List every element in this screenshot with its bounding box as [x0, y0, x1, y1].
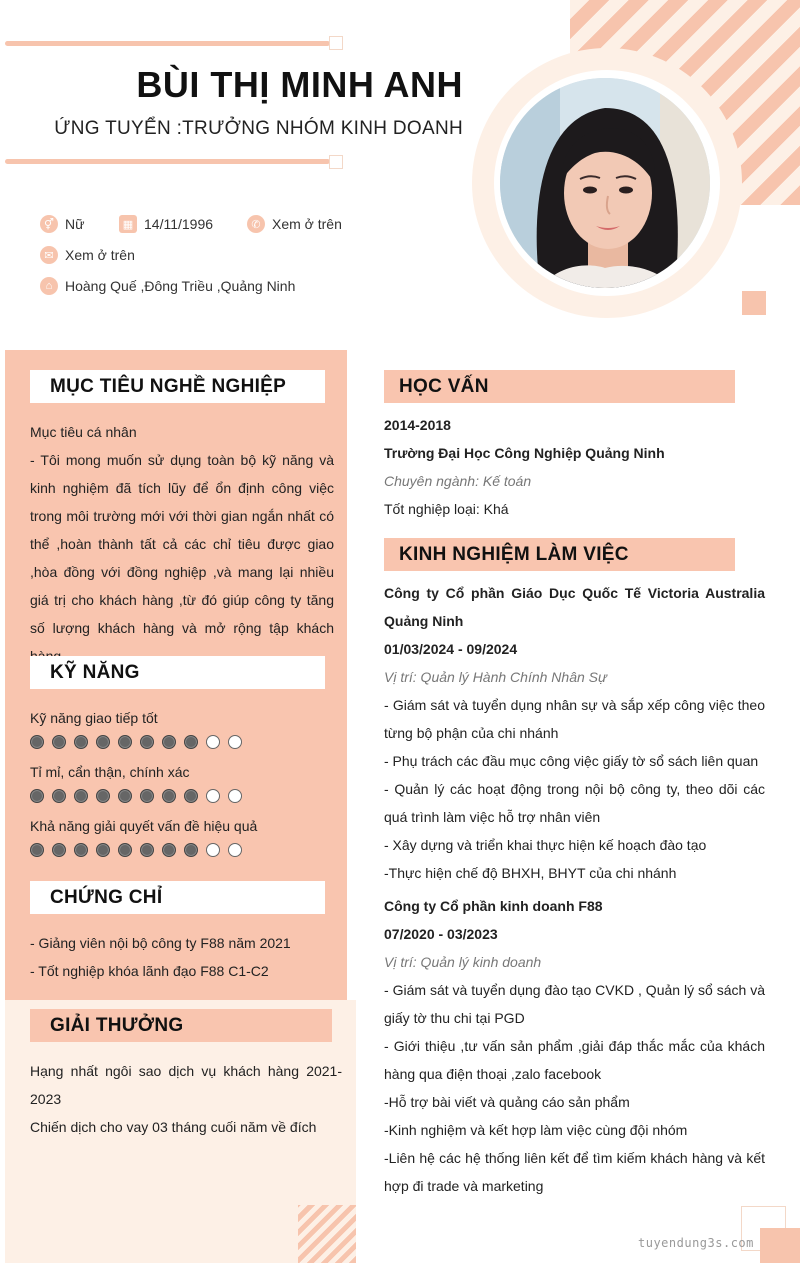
- gender-row: [40, 215, 84, 233]
- job-duty: - Quản lý các hoạt động trong nội bộ công ty, theo dõi các quá trình làm việc hỗ trợ nhân viên: [384, 781, 765, 825]
- applied-position: ỨNG TUYỂN :TRƯỞNG NHÓM KINH DOANH: [54, 118, 463, 139]
- skills-heading: KỸ NĂNG: [30, 656, 325, 689]
- education-major: Chuyên ngành: Kế toán: [384, 473, 532, 489]
- rating-dot: [206, 735, 220, 749]
- rating-dot: [140, 789, 154, 803]
- rating-dot: [162, 843, 176, 857]
- skill-label: Kỹ năng giao tiếp tốt: [30, 710, 158, 726]
- watermark: tuyendung3s.com: [638, 1236, 754, 1250]
- job-duty: -Hỗ trợ bài viết và quảng cáo sản phẩm: [384, 1094, 630, 1110]
- certificates-heading: CHỨNG CHỈ: [30, 881, 325, 914]
- skill-rating: [30, 789, 242, 803]
- rating-dot: [228, 735, 242, 749]
- job-company: Công ty Cổ phần kinh doanh F88: [384, 898, 603, 914]
- phone-icon: ✆: [247, 215, 265, 233]
- dob-value: 14/11/1996: [144, 216, 214, 232]
- award-item: Chiến dịch cho vay 03 tháng cuối năm về đích: [30, 1119, 317, 1135]
- job-duty: - Giới thiệu ,tư vấn sản phẩm ,giải đáp thắc mắc của khách hàng qua điện thoại ,zalo facebook: [384, 1038, 765, 1082]
- job-duty: -Liên hệ các hệ thống liên kết để tìm kiếm khách hàng và kết hợp đi trade và marketing: [384, 1150, 765, 1194]
- education-years: 2014-2018: [384, 417, 451, 433]
- rating-dot: [118, 789, 132, 803]
- awards-heading: GIẢI THƯỞNG: [30, 1009, 332, 1042]
- rating-dot: [206, 843, 220, 857]
- job-duty: - Phụ trách các đầu mục công việc giấy tờ sổ sách liên quan: [384, 753, 759, 769]
- calendar-icon: ▦: [119, 215, 137, 233]
- decor-stripes-bottom: [298, 1205, 356, 1263]
- gender-icon: ⚥: [40, 215, 58, 233]
- rating-dot: [30, 843, 44, 857]
- decor-line-bottom: [5, 159, 330, 164]
- rating-dot: [140, 735, 154, 749]
- email-row: [40, 246, 135, 264]
- rating-dot: [162, 735, 176, 749]
- rating-dot: [96, 789, 110, 803]
- job-role: Vị trí: Quản lý Hành Chính Nhân Sự: [384, 669, 607, 685]
- education-grade: Tốt nghiệp loại: Khá: [384, 501, 509, 517]
- education-heading: HỌC VẤN: [384, 370, 735, 403]
- rating-dot: [52, 789, 66, 803]
- rating-dot: [74, 789, 88, 803]
- rating-dot: [228, 789, 242, 803]
- skill-label: Tỉ mỉ, cẩn thận, chính xác: [30, 764, 190, 780]
- award-item: Hạng nhất ngôi sao dịch vụ khách hàng 2021-2023: [30, 1063, 342, 1107]
- rating-dot: [96, 843, 110, 857]
- email-icon: ✉: [40, 246, 58, 264]
- job-period: 07/2020 - 03/2023: [384, 926, 498, 942]
- rating-dot: [184, 789, 198, 803]
- rating-dot: [52, 735, 66, 749]
- job-duty: - Giám sát và tuyển dụng đào tạo CVKD , Quản lý sổ sách và giấy tờ thu chi tại PGD: [384, 982, 765, 1026]
- job-period: 01/03/2024 - 09/2024: [384, 641, 518, 657]
- objective-label: Mục tiêu cá nhân: [30, 424, 137, 440]
- job-duty: - Giám sát và tuyển dụng nhân sự và sắp xếp công việc theo từng bộ phận của chi nhánh: [384, 697, 765, 741]
- rating-dot: [52, 843, 66, 857]
- phone-value: Xem ở trên: [272, 216, 342, 232]
- dob-row: [119, 215, 213, 233]
- profile-photo: [500, 78, 710, 288]
- rating-dot: [30, 789, 44, 803]
- address-row: [40, 277, 295, 295]
- rating-dot: [140, 843, 154, 857]
- gender-value: Nữ: [65, 216, 85, 232]
- rating-dot: [74, 843, 88, 857]
- job-duty: - Xây dựng và triển khai thực hiện kế hoạch đào tạo: [384, 837, 707, 853]
- home-icon: ⌂: [40, 277, 58, 295]
- rating-dot: [184, 843, 198, 857]
- skill-rating: [30, 735, 242, 749]
- objective-heading: MỤC TIÊU NGHỀ NGHIỆP: [30, 370, 325, 403]
- rating-dot: [96, 735, 110, 749]
- job-duty: -Thực hiện chế độ BHXH, BHYT của chi nhánh: [384, 865, 677, 881]
- rating-dot: [206, 789, 220, 803]
- decor-square: [760, 1228, 800, 1263]
- job-duty: -Kinh nghiệm và kết hợp làm việc cùng đội nhóm: [384, 1122, 688, 1138]
- rating-dot: [162, 789, 176, 803]
- objective-text: - Tôi mong muốn sử dụng toàn bộ kỹ năng và kinh nghiệm đã tích lũy để ổn định công việc trong môi trường mới với thời gian ngắn nhất có thể ,hoàn thành tất cả các chỉ tiêu được giao ,hòa đồng với đồng nghiệp ,và mang lại nhiều giá trị cho khách hàng ,từ đó giúp công ty tăng số lượng khách hàng và mở rộng tập khách: [30, 452, 334, 636]
- decor-square: [329, 36, 343, 50]
- rating-dot: [30, 735, 44, 749]
- certificate-item: - Tốt nghiệp khóa lãnh đạo F88 C1-C2: [30, 963, 269, 979]
- education-school: Trường Đại Học Công Nghiệp Quảng Ninh: [384, 445, 665, 461]
- skill-rating: [30, 843, 242, 857]
- rating-dot: [228, 843, 242, 857]
- rating-dot: [74, 735, 88, 749]
- job-role: Vị trí: Quản lý kinh doanh: [384, 954, 542, 970]
- rating-dot: [118, 843, 132, 857]
- skill-label: Khả năng giải quyết vấn đề hiệu quả: [30, 818, 258, 834]
- rating-dot: [184, 735, 198, 749]
- decor-line-top: [5, 41, 330, 46]
- decor-square: [742, 291, 766, 315]
- phone-row: [247, 215, 342, 233]
- decor-square: [329, 155, 343, 169]
- candidate-name: BÙI THỊ MINH ANH: [136, 64, 463, 105]
- rating-dot: [118, 735, 132, 749]
- address-value: Hoàng Quế ,Đông Triều ,Quảng Ninh: [65, 278, 296, 294]
- experience-heading: KINH NGHIỆM LÀM VIỆC: [384, 538, 735, 571]
- job-company: Công ty Cổ phần Giáo Dục Quốc Tế Victoria Australia Quảng Ninh: [384, 585, 765, 629]
- email-value: Xem ở trên: [65, 247, 135, 263]
- certificate-item: - Giảng viên nội bộ công ty F88 năm 2021: [30, 935, 291, 951]
